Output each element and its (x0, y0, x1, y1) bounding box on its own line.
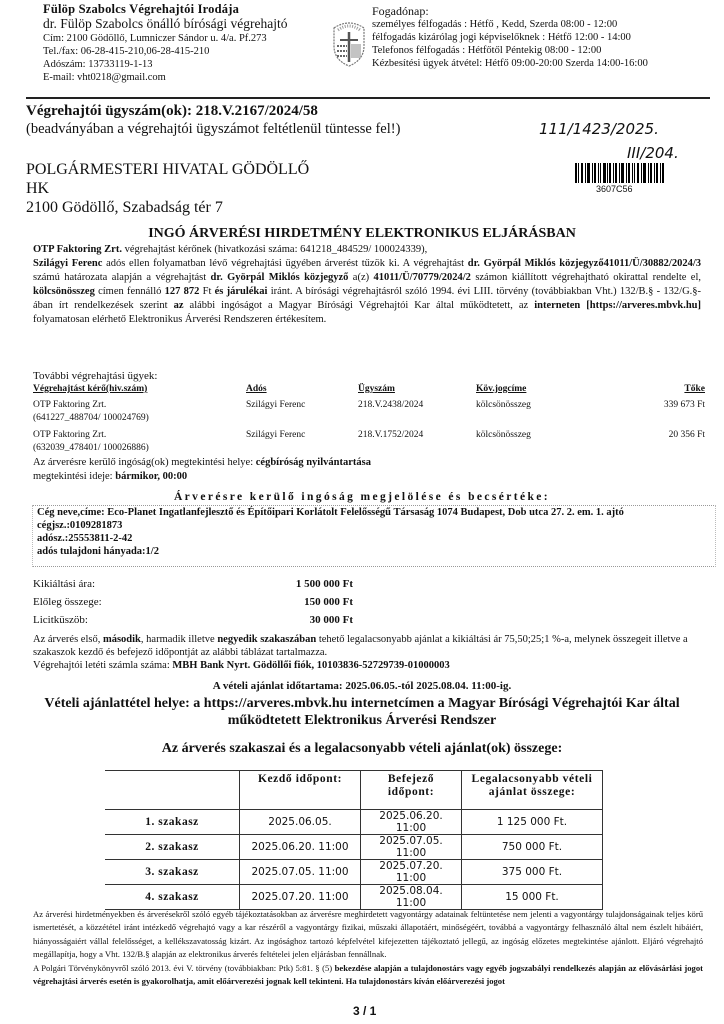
legal-disclaimer (33, 908, 703, 988)
case-no: 218.V.2438/2024 (358, 400, 424, 410)
text-run: A Polgári Törvénykönyvről szóló 2013. évi V. törvény (továbbiakban: Ptk) 5:81. § (5) (33, 962, 335, 973)
viewing-time-value: bármikor, 00:00 (115, 471, 188, 482)
handwritten-line-1: 111/1423/2025. (539, 120, 659, 138)
reception-line: Telefonos félfogadás : Hétfőtől Péntekig 08:00 - 12:00 (372, 45, 602, 56)
property-title: Árverésre kerülő ingóság megjelölése és becsértéke: (173, 491, 551, 503)
stages-table (105, 770, 603, 910)
stage-label: 3. szakasz (105, 860, 240, 885)
text-run: számú határozata alapján a végrehajtást (33, 272, 211, 283)
office-tax-no: Adószám: 13733119-1-13 (43, 59, 153, 70)
header-start: Kezdő időpont: (240, 771, 361, 810)
handwritten-line-2: III/204. (627, 144, 679, 162)
escrow-account-value: MBH Bank Nyrt. Gödöllői fiók, 10103836-52729739-01000003 (172, 660, 450, 671)
table-row (105, 810, 603, 835)
deposit-label: Előleg összege: (33, 596, 102, 608)
col-debtor: Adós (246, 384, 267, 394)
notary-name: dr. Györpál Miklós közjegyző (210, 272, 349, 283)
debtor-name: Szilágyi Ferenc (33, 258, 103, 269)
starting-price-row (33, 578, 353, 596)
col-capital: Tőke (684, 384, 705, 394)
stage-label: 1. szakasz (105, 810, 240, 835)
stage-min-offer: 375 000 Ft. (462, 860, 603, 885)
auction-url: interneten [https://arveres.mbvk.hu] (534, 300, 701, 311)
property-tax-no: adósz.:25553811-2-42 (37, 533, 133, 544)
table-row (105, 885, 603, 910)
escrow-account (33, 659, 705, 672)
text-run: , harmadik illetve (140, 634, 218, 645)
property-ownership-share: adós tulajdoni hányada:1/2 (37, 546, 159, 557)
text-run: folyamatosan elérhető Elektronikus Árverési Rendszeren értékesítem. (33, 314, 327, 325)
col-claim-title: Köv.jogcíme (476, 384, 527, 394)
table-header (33, 383, 705, 396)
text-run: számon kiállított végrehajtható okirattal rendelte el, (470, 272, 701, 283)
claim-title: kölcsönösszeg (476, 430, 531, 440)
bailiff-name: dr. Fülöp Szabolcs önálló bírósági végrehajtó (43, 16, 288, 31)
table-row (105, 860, 603, 885)
document-title: INGÓ ÁRVERÉSI HIRDETMÉNY ELEKTRONIKUS ELJÁRÁSBAN (148, 226, 576, 241)
header-min-offer: Legalacsonyabb vételi ajánlat összege: (462, 771, 603, 810)
col-case-no: Ügyszám (358, 384, 395, 394)
creditor-ref: (641227_488704/ 100024769) (33, 413, 149, 423)
text-run: alábbi ingóságot a Magyar Bírósági Végrehajtói Kar által működtetett, az (183, 300, 535, 311)
handwritten-registry-number (535, 110, 705, 170)
table-header (105, 771, 603, 810)
stages-paragraph (33, 633, 705, 659)
enforceable-document-no: 41011/Ü/70779/2024/2 (373, 272, 471, 283)
stage-start: 2025.06.20. 11:00 (240, 835, 361, 860)
stage-min-offer: 1 125 000 Ft. (462, 810, 603, 835)
text-bold: bekezdése alapján a tulajdonostárs vagy egyéb jogszabályi rendelkezés alapján az elővásárlási jogot végrehajtási árverés esetén is gyakorolhatja, amit előárverezési jognak kell tekinteni. Ha tulajdonostárs kíván előárverezési jogot (33, 962, 704, 987)
stage-end: 2025.08.04. 11:00 (361, 885, 462, 910)
stage-end: 2025.06.20. 11:00 (361, 810, 462, 835)
text-run: címen fennálló (94, 286, 165, 297)
stage-min-offer: 750 000 Ft. (462, 835, 603, 860)
stage-end: 2025.07.05. 11:00 (361, 835, 462, 860)
reception-line: félfogadás kizárólag jogi képviselőknek : Hétfő 12:00 - 14:00 (372, 32, 631, 43)
text-run: adós ellen folyamatban lévő végrehajtási ügyében árverést tűzök ki. A végrehajtást (102, 258, 468, 269)
stage-start: 2025.07.20. 11:00 (240, 885, 361, 910)
bid-step-label: Licitküszöb: (33, 614, 88, 626)
text-run: iránt. A bírósági végrehajtásról szóló 1994. évi LIII. törvény (továbbiakban Vht.) 132/B.§ - 132/G.§-ában írt rendelkezések szerint (33, 286, 702, 311)
creditor-name: OTP Faktoring Zrt. (33, 244, 122, 255)
further-cases-title: További végrehajtási ügyek: (33, 370, 158, 382)
starting-price-value: 1 500 000 Ft (295, 578, 353, 590)
deposit-row (33, 596, 353, 614)
case-number: Végrehajtói ügyszám(ok): 218.V.2167/2024/58 (26, 103, 318, 119)
office-telfax: Tel./fax: 06-28-415-210,06-28-415-210 (43, 46, 210, 57)
offer-period: A vételi ajánlat időtartama: 2025.06.05.-tól 2025.08.04. 11:00-ig. (212, 680, 512, 692)
disclaimer-paragraph-2 (33, 962, 703, 989)
auction-body-text (33, 243, 701, 327)
stage-label: 2. szakasz (105, 835, 240, 860)
reception-title: Fogadónap: (372, 4, 429, 18)
table-row (105, 835, 603, 860)
offer-place: Vételi ajánlattétel helye: a https://arveres.mbvk.hu internetcímen a Magyar Bírósági Végrehajtói Kar által működtetett Elektronikus Árverési Rendszer (44, 696, 680, 728)
further-cases-table (33, 383, 705, 459)
creditor: OTP Faktoring Zrt. (33, 400, 107, 410)
text-bold: második (102, 634, 141, 645)
bid-step-row (33, 614, 353, 632)
viewing-place (33, 457, 371, 468)
stages-explanation (33, 633, 705, 672)
header-divider (26, 97, 710, 99)
property-company: Cég neve,címe: Eco-Planet Ingatlanfejlesztő és Építőipari Korlátolt Felelősségű Társaság 1074 Budapest, Dob utca 27. 2. em. 1. ajtó (37, 507, 624, 518)
creditor: OTP Faktoring Zrt. (33, 430, 107, 440)
text-run: tehető legalacsonyabb ajánlat a kikiáltási ár 75,50;25;1 %-a, melynek összegeit illetve a szakaszok kezdő és befejező időpontját az alábbi táblázat tartalmazza. (33, 634, 688, 658)
viewing-time-label: megtekintési ideje: (33, 471, 116, 482)
text-run: Ft (199, 286, 215, 297)
notary-decision: dr. Györpál Miklós közjegyző41011/Ü/30882/2024/3 (467, 258, 701, 269)
reception-line: személyes félfogadás : Hétfő , Kedd, Szerda 08:00 - 12:00 (372, 19, 618, 30)
price-list (33, 578, 353, 632)
stage-end: 2025.07.20. 11:00 (361, 860, 462, 885)
text-run: a(z) (348, 272, 374, 283)
office-email: E-mail: vht0218@gmail.com (43, 72, 166, 83)
case-no: 218.V.1752/2024 (358, 430, 424, 440)
viewing-place-label: Az árverésre kerülő ingóság(ok) megtekintési helye: (33, 457, 256, 468)
claim-title: kölcsönösszeg (476, 400, 531, 410)
header-empty (105, 771, 240, 810)
claim-amount: 127 872 (164, 286, 200, 297)
deposit-value: 150 000 Ft (304, 596, 353, 608)
table-row (33, 429, 705, 459)
page-number: 3 / 1 (353, 1004, 377, 1018)
property-description-box (32, 505, 716, 567)
viewing-place-value: cégbíróság nyilvántartása (255, 457, 371, 468)
recipient-address (26, 160, 309, 217)
stage-start: 2025.06.05. (240, 810, 361, 835)
office-address: Cím: 2100 Gödöllő, Lumniczer Sándor u. 4/a. Pf.273 (43, 33, 267, 44)
escrow-account-label: Végrehajtói letéti számla száma: (33, 660, 173, 671)
starting-price-label: Kikiáltási ára: (33, 578, 96, 590)
viewing-time (33, 471, 187, 482)
office-header (43, 2, 287, 84)
creditor-ref: végrehajtást kérőnek (hivatkozási száma: 641218_484529/ 100024339), (121, 244, 428, 255)
text-run: Az árverés első, (33, 634, 103, 645)
property-company-reg: cégjsz.:0109281873 (37, 520, 123, 531)
debtor: Szilágyi Ferenc (246, 430, 306, 440)
stage-min-offer: 15 000 Ft. (462, 885, 603, 910)
recipient-name: POLGÁRMESTERI HIVATAL GÖDÖLLŐ (26, 161, 310, 178)
hungarian-coat-of-arms-icon (328, 16, 370, 68)
creditor-ref: (632039_478401/ 100026886) (33, 443, 149, 453)
stage-start: 2025.07.05. 11:00 (240, 860, 361, 885)
disclaimer-paragraph-1: Az árverési hirdetményekben és árverésekről szóló egyéb tájékoztatásokban az árverésre meghirdetett vagyontárgy adatainak feltüntetése nem jelenti a vagyontárgy tulajdonságainak teljes körű ismertetését, a közzététel iránt intézkedő végrehajtó vagy a kar részéről a vagyontárgy fizikai, műszaki állapotáért, minőségéért, továbbá a vagyontárgy felhasználó által nem észlelt hibáiért, hiányosságaiért vállal felelősséget, a kellékszavatosság kizárt. Az ingósághoz tartozó képfelvétel kifejezetten tájékoztató jellegű, az ingóság előzetes megtekintése ajánlott. Eljáró végrehajtó megállapítja, hogy a Vht. 132/B.§ alapján az elektronikus árverés feltételei jelen eljárásban fennállnak. (33, 909, 703, 960)
bid-step-value: 30 000 Ft (309, 614, 353, 626)
capital: 339 673 Ft (663, 400, 705, 410)
header-end: Befejező időpont: (361, 771, 462, 810)
creditor-line (33, 243, 701, 257)
stages-table-title: Az árverés szakaszai és a legalacsonyabb vételi ajánlat(ok) összege: (161, 741, 563, 756)
creditor-cell (33, 399, 203, 423)
barcode-text: 3607C56 (596, 184, 633, 194)
case-number-note: (beadványában a végrehajtói ügyszámot feltétlenül tüntesse fel!) (26, 121, 401, 137)
creditor-cell (33, 429, 203, 453)
text-bold: és járulékai (214, 286, 268, 297)
recipient-dept: HK (26, 180, 50, 197)
text-bold: negyedik szakaszában (217, 634, 317, 645)
reception-line: Kézbesítési ügyek átvétel: Hétfő 09:00-20:00 Szerda 14:00-16:00 (372, 58, 648, 69)
office-name: Fülöp Szabolcs Végrehajtói Irodája (43, 2, 240, 16)
auction-paragraph (33, 257, 701, 327)
reception-hours (372, 4, 648, 70)
table-row (33, 399, 705, 429)
claim-title: kölcsönösszeg (33, 286, 95, 297)
debtor: Szilágyi Ferenc (246, 400, 306, 410)
capital: 20 356 Ft (668, 430, 705, 440)
stage-label: 4. szakasz (105, 885, 240, 910)
recipient-street: 2100 Gödöllő, Szabadság tér 7 (26, 199, 223, 216)
text-bold: az (173, 300, 184, 311)
col-creditor: Végrehajtást kérő(hiv.szám) (33, 384, 148, 394)
